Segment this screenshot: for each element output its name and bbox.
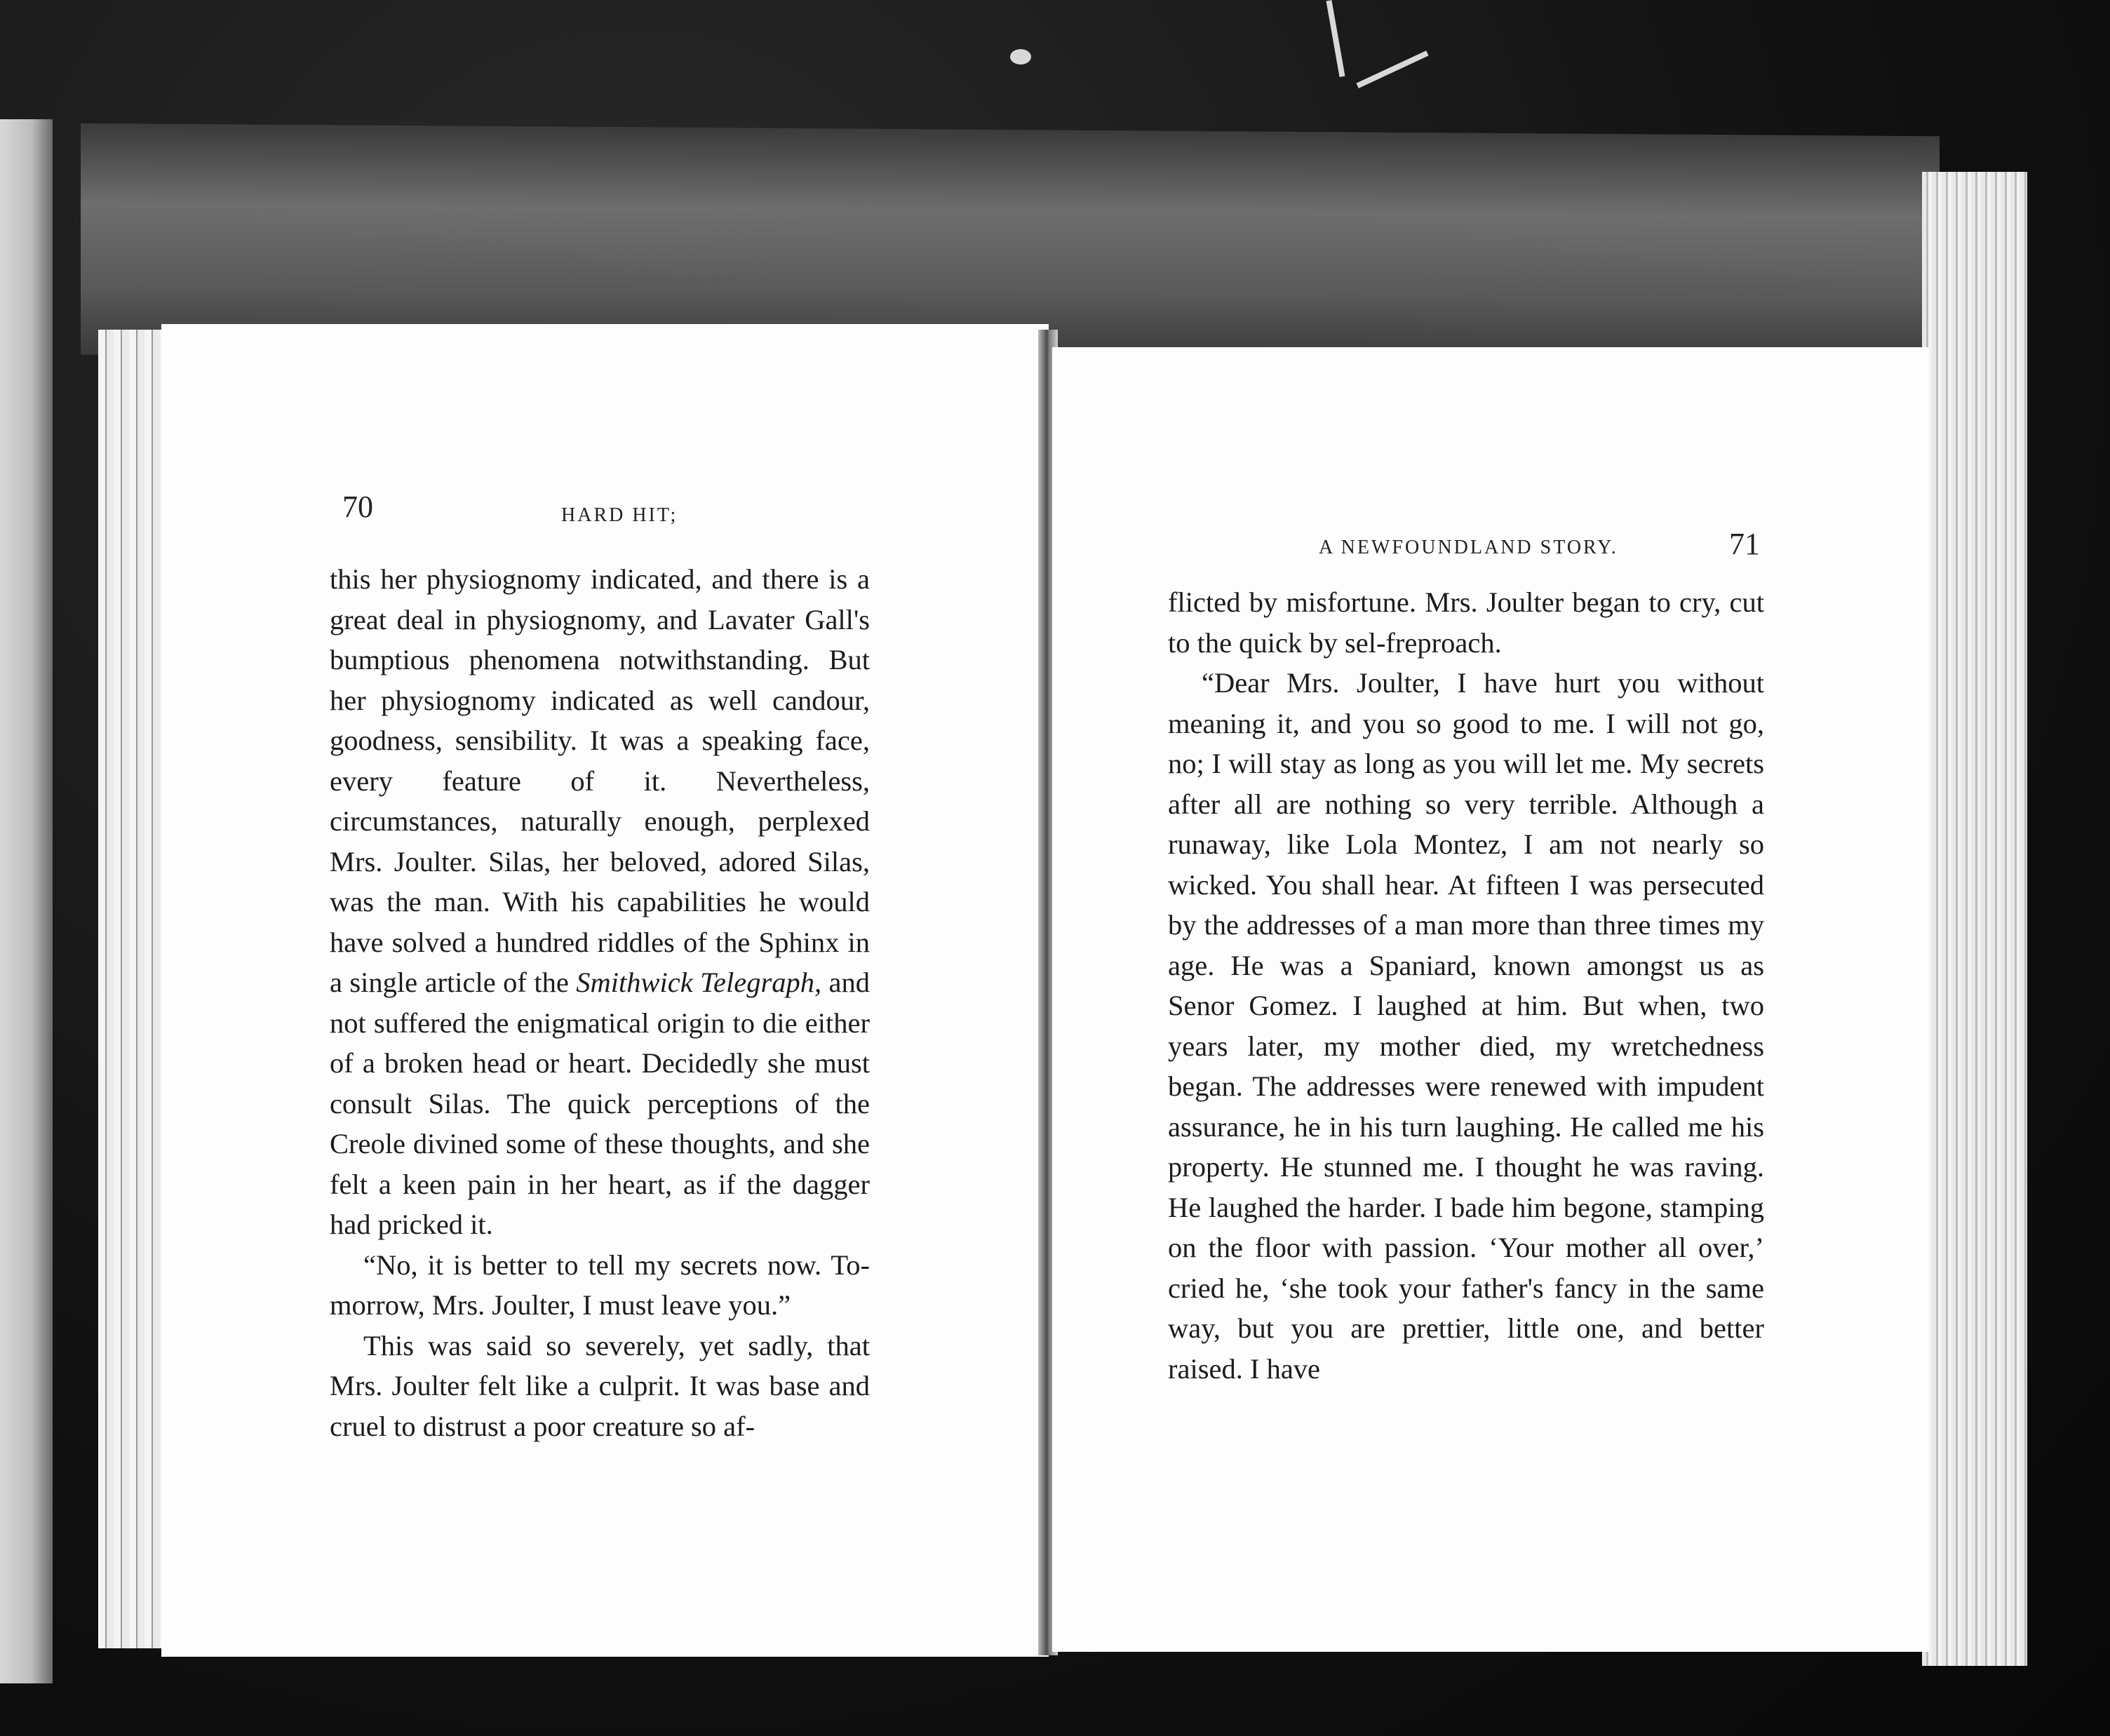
running-head-right: A NEWFOUNDLAND STORY. <box>1319 537 1618 558</box>
paragraph: this her physiognomy indicated, and there is a great deal in physiognomy, and Lavater Gall's bumptious phenomena notwithstanding. But her physiognomy indicated as well candour, goodness, sensibility. It was a speaking face, every feature of it. Nevertheless, circumstances, naturally enough, perplexed Mrs. Joulter. Silas, her beloved, adored Silas, was the man. With his capabilities he would have solved a hundred riddles of the Sphinx in a single article of the Smithwick Telegraph, and not suffered the enigmatical origin to die either of a broken head or heart. Decidedly she must consult Silas. The quick perceptions of the Creole divined some of these thoughts, and she felt a keen pain in her heart, as if the dagger had pricked it. <box>330 563 871 1240</box>
paragraph: flicted by misfortune. Mrs. Joulter began to cry, cut to the quick by sel-freproach. <box>1168 586 1764 659</box>
right-page-text <box>1168 582 1764 1389</box>
page-number-right: 71 <box>1729 527 1760 561</box>
italic-title: Smithwick Telegraph, <box>576 967 822 998</box>
left-page-text <box>330 559 870 1446</box>
page-number-left: 70 <box>342 490 373 524</box>
right-page <box>1052 347 1929 1652</box>
right-page-stack <box>1922 172 2027 1666</box>
running-head-left: HARD HIT; <box>561 504 678 526</box>
scan-speck <box>1010 49 1031 65</box>
left-page <box>161 324 1049 1657</box>
paragraph: This was said so severely, yet sadly, that Mrs. Joulter felt like a culprit. It was base and cruel to distrust a poor creature so af- <box>330 1329 870 1442</box>
adjacent-page-edge <box>0 119 53 1683</box>
paragraph: “Dear Mrs. Joulter, I have hurt you without meaning it, and you so good to me. I will not go, no; I will stay as long as you will let me. My secrets after all are nothing so very terrible. Although a runaway, like Lola Montez, I am not nearly so wicked. You shall hear. At fifteen I was persecuted by the addresses of a man more than three times my age. He was a Spaniard, known amongst us as Senor Gomez. I laughed at him. But when, two years later, my mother died, my wretchedness began. The addresses were renewed with impudent assurance, he in his turn laughing. He called me his property. He stunned me. I thought he was raving. He laughed the harder. I bade him begone, stamping on the floor with passion. ‘Your mother all over,’ cried he, ‘she took your father's fancy in the same way, but you are prettier, little one, and better raised. I have <box>1168 667 1764 1385</box>
paragraph: “No, it is better to tell my secrets now. To-morrow, Mrs. Joulter, I must leave you.” <box>330 1249 870 1321</box>
